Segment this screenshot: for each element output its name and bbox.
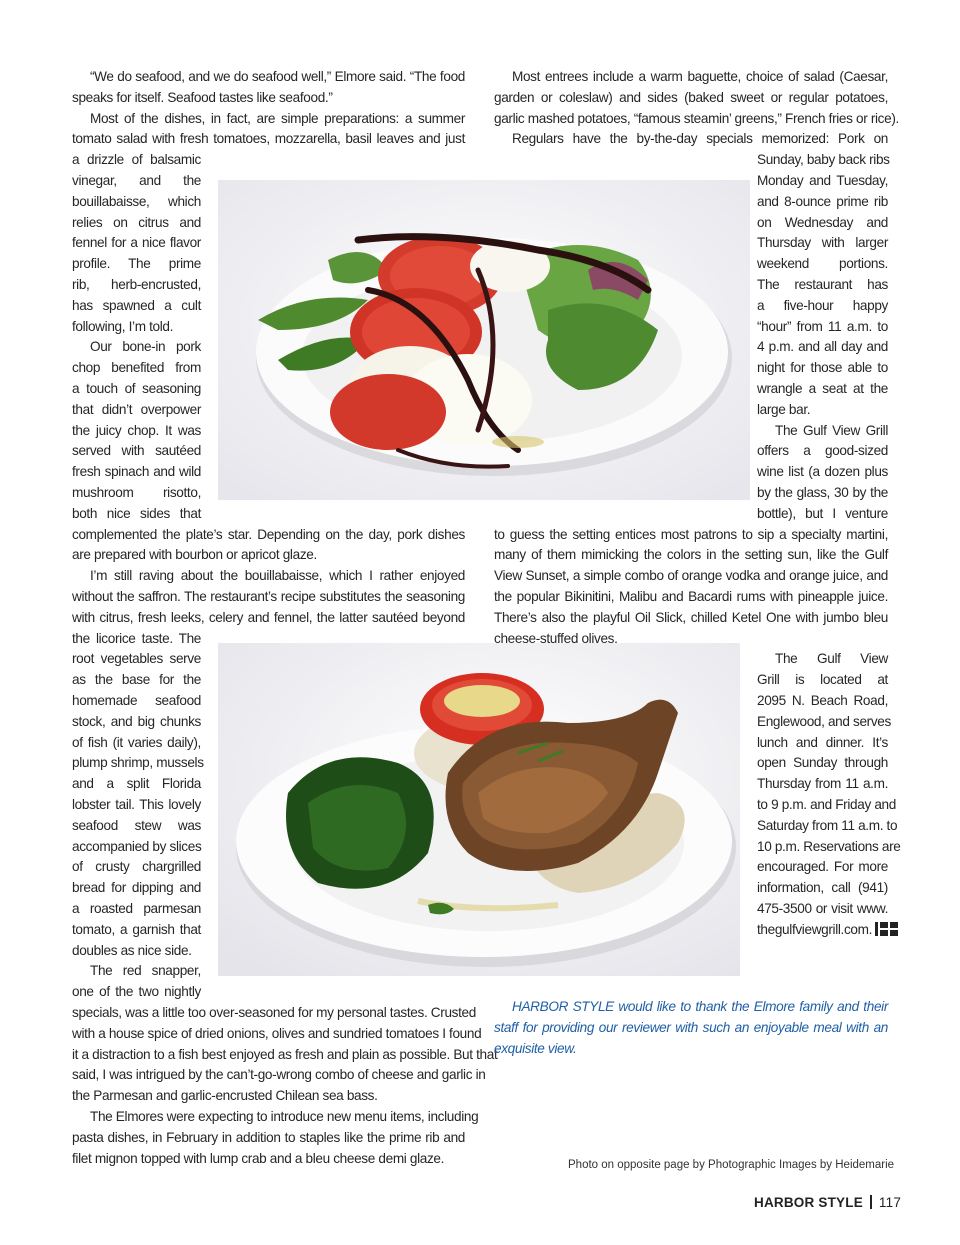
pork-chop-photo: [218, 643, 740, 976]
right-column-line: open Sunday through: [757, 755, 888, 771]
footer-separator: [870, 1195, 872, 1209]
left-column-line: the juicy chop. It was: [72, 422, 201, 438]
right-column-line: many of them mimicking the colors in the setting sun, like the Gulf: [494, 547, 888, 563]
right-column-line: The restaurant has: [757, 277, 888, 292]
left-column-line: I’m still raving about the bouillabaisse, which I rather enjoyed: [90, 568, 465, 584]
right-column-line: the popular Bikinitini, Malibu and Bacardi rums with pineapple juice.: [494, 589, 888, 604]
right-column-line: Thursday from 11 a.m.: [757, 776, 888, 792]
right-column-line: “hour” from 11 a.m. to: [757, 318, 888, 334]
left-column-line: tomato salad with fresh tomatoes, mozzarella, basil leaves and just: [72, 131, 465, 147]
left-column-line: lobster tail. This lovely: [72, 797, 201, 812]
right-column-line: lunch and dinner. It’s: [757, 734, 888, 750]
caprese-salad-photo: [218, 180, 750, 500]
left-column-line: root vegetables serve: [72, 651, 201, 667]
left-column-line: both nice sides that: [72, 505, 201, 521]
right-column-line: 4 p.m. and all day and: [757, 339, 888, 355]
right-column-line: View Sunset, a simple combo of orange vodka and orange juice, and: [494, 568, 888, 584]
left-column-line: the licorice taste. The: [72, 630, 201, 646]
left-column-line: the Parmesan and garlic-encrusted Chilean sea bass.: [72, 1088, 378, 1104]
right-column-line: 10 p.m. Reservations are: [757, 838, 901, 854]
left-column-line: specials, was a little too over-seasoned for my personal tastes. Crusted: [72, 1005, 476, 1020]
left-column-line: seafood stew was: [72, 817, 201, 833]
left-column-line: of fish (it varies daily),: [72, 734, 201, 750]
right-column-line: 475-3500 or visit www.: [757, 901, 888, 916]
left-column-line: with a house spice of dried onions, olives and sundried tomatoes I found: [72, 1025, 482, 1041]
right-column-line: Thursday with larger: [757, 235, 888, 251]
page-footer: [754, 1195, 901, 1210]
left-column-line: The Elmores were expecting to introduce new menu items, including: [90, 1109, 479, 1124]
left-column-line: are prepared with bourbon or apricot glaze.: [72, 547, 317, 563]
end-of-article-icon: [875, 921, 899, 937]
right-column-line: a five-hour happy: [757, 297, 888, 313]
left-column-line: pasta dishes, in February in addition to staples like the prime rib and: [72, 1129, 465, 1145]
left-column-line: has spawned a cult: [72, 297, 201, 313]
thanks-line: HARBOR STYLE would like to thank the Elmore family and their: [512, 999, 888, 1014]
left-column-line: with citrus, fresh leeks, celery and fennel, the latter sautéed beyond: [72, 609, 465, 625]
left-column-line: fennel for a nice flavor: [72, 235, 201, 251]
right-column-line: to guess the setting entices most patrons to sip a specialty martini,: [494, 526, 888, 542]
right-column-line: garden or coleslaw) and sides (baked sweet or regular potatoes,: [494, 89, 888, 105]
right-column-line: Monday and Tuesday,: [757, 173, 888, 188]
left-column-line: stock, and big chunks: [72, 713, 201, 729]
left-column-line: said, I was intrigued by the can’t-go-wrong combo of cheese and garlic in: [72, 1067, 486, 1083]
left-column-line: vinegar, and the: [72, 173, 201, 188]
left-column-line: rib, herb-encrusted,: [72, 277, 201, 292]
left-column-line: without the saffron. The restaurant’s recipe substitutes the seasoning: [72, 589, 465, 604]
pork-chop-illustration: [218, 643, 740, 976]
left-column-line: mushroom risotto,: [72, 485, 201, 500]
right-column-line: thegulfviewgrill.com.: [757, 920, 888, 941]
left-column-line: profile. The prime: [72, 256, 201, 272]
right-column-line: cheese-stuffed olives.: [494, 630, 618, 646]
left-column-line: bouillabaisse, which: [72, 193, 201, 209]
left-column-line: tomato, a garnish that: [72, 921, 201, 937]
right-column-line: Grill is located at: [757, 672, 888, 688]
page-number: 117: [878, 1195, 902, 1210]
right-column-line: weekend portions.: [757, 256, 888, 272]
left-column-line: filet mignon topped with lump crab and a bleu cheese demi glaze.: [72, 1150, 445, 1166]
caprese-salad-illustration: [218, 180, 750, 500]
left-column-line: following, I’m told.: [72, 318, 174, 334]
right-column-line: encouraged. For more: [757, 859, 888, 875]
thanks-line: staff for providing our reviewer with such an enjoyable meal with an: [494, 1019, 888, 1035]
left-column-line: a roasted parmesan: [72, 901, 201, 916]
left-column-line: complemented the plate’s star. Depending on the day, pork dishes: [72, 526, 465, 542]
left-column-line: a drizzle of balsamic: [72, 152, 201, 168]
right-column-line: information, call (941): [757, 880, 888, 896]
right-column-line: Saturday from 11 a.m. to: [757, 817, 898, 833]
right-column-line: large bar.: [757, 401, 811, 417]
right-column-line: wrangle a seat at the: [757, 381, 888, 396]
left-column-line: it a distraction to a fish best enjoyed as fresh and plain as possible. But that: [72, 1046, 498, 1062]
right-column-line: garlic mashed potatoes, “famous steamin’ greens,” French fries or rice).: [494, 110, 899, 126]
left-column-line: doubles as nice side.: [72, 942, 192, 958]
right-column-line: and 8-ounce prime rib: [757, 193, 888, 209]
left-column-line: relies on citrus and: [72, 214, 201, 230]
right-column-line: wine list (a dozen plus: [757, 464, 888, 480]
left-column-line: of crusty chargrilled: [72, 859, 201, 875]
left-column-line: one of the two nightly: [72, 984, 201, 1000]
left-column-line: “We do seafood, and we do seafood well,” Elmore said. “The food: [90, 69, 465, 84]
left-column-line: plump shrimp, mussels: [72, 755, 204, 771]
left-column-line: fresh spinach and wild: [72, 464, 201, 480]
magazine-name: HARBOR STYLE: [754, 1195, 863, 1210]
right-column-line: on Wednesday and: [757, 214, 888, 230]
thanks-line: exquisite view.: [494, 1040, 577, 1056]
left-column-line: that didn’t overpower: [72, 401, 201, 417]
left-column-line: chop benefited from: [72, 360, 201, 376]
left-column-line: as the base for the: [72, 672, 201, 688]
left-column-line: accompanied by slices: [72, 838, 202, 854]
right-column-line: Englewood, and serves: [757, 713, 891, 729]
right-column-line: Sunday, baby back ribs: [757, 152, 890, 168]
right-column-line: Most entrees include a warm baguette, choice of salad (Caesar,: [512, 69, 888, 84]
left-column-line: Most of the dishes, in fact, are simple preparations: a summer: [90, 110, 465, 126]
right-column-line: by the glass, 30 by the: [757, 485, 888, 500]
right-column-line: night for those able to: [757, 360, 888, 376]
right-column-line: There’s also the playful Oil Slick, chilled Ketel One with jumbo bleu: [494, 609, 888, 625]
left-column-line: Our bone-in pork: [90, 339, 201, 355]
left-column-line: served with sautéed: [72, 443, 201, 459]
right-column-line: The Gulf View: [775, 651, 888, 667]
right-column-line: offers a good-sized: [757, 443, 888, 459]
left-column-line: homemade seafood: [72, 693, 201, 708]
photo-credit: Photo on opposite page by Photographic Images by Heidemarie: [568, 1159, 895, 1171]
right-column-line: bottle), but I venture: [757, 505, 888, 521]
left-column-line: bread for dipping and: [72, 880, 201, 896]
right-column-line: to 9 p.m. and Friday and: [757, 797, 896, 812]
right-column-line: The Gulf View Grill: [775, 422, 888, 438]
left-column-line: a touch of seasoning: [72, 381, 201, 396]
left-column-line: speaks for itself. Seafood tastes like seafood.”: [72, 89, 333, 105]
right-column-line: Regulars have the by-the-day specials memorized: Pork on: [512, 131, 888, 147]
right-column-line: 2095 N. Beach Road,: [757, 693, 888, 708]
left-column-line: The red snapper,: [90, 963, 201, 979]
left-column-line: and a split Florida: [72, 776, 201, 792]
